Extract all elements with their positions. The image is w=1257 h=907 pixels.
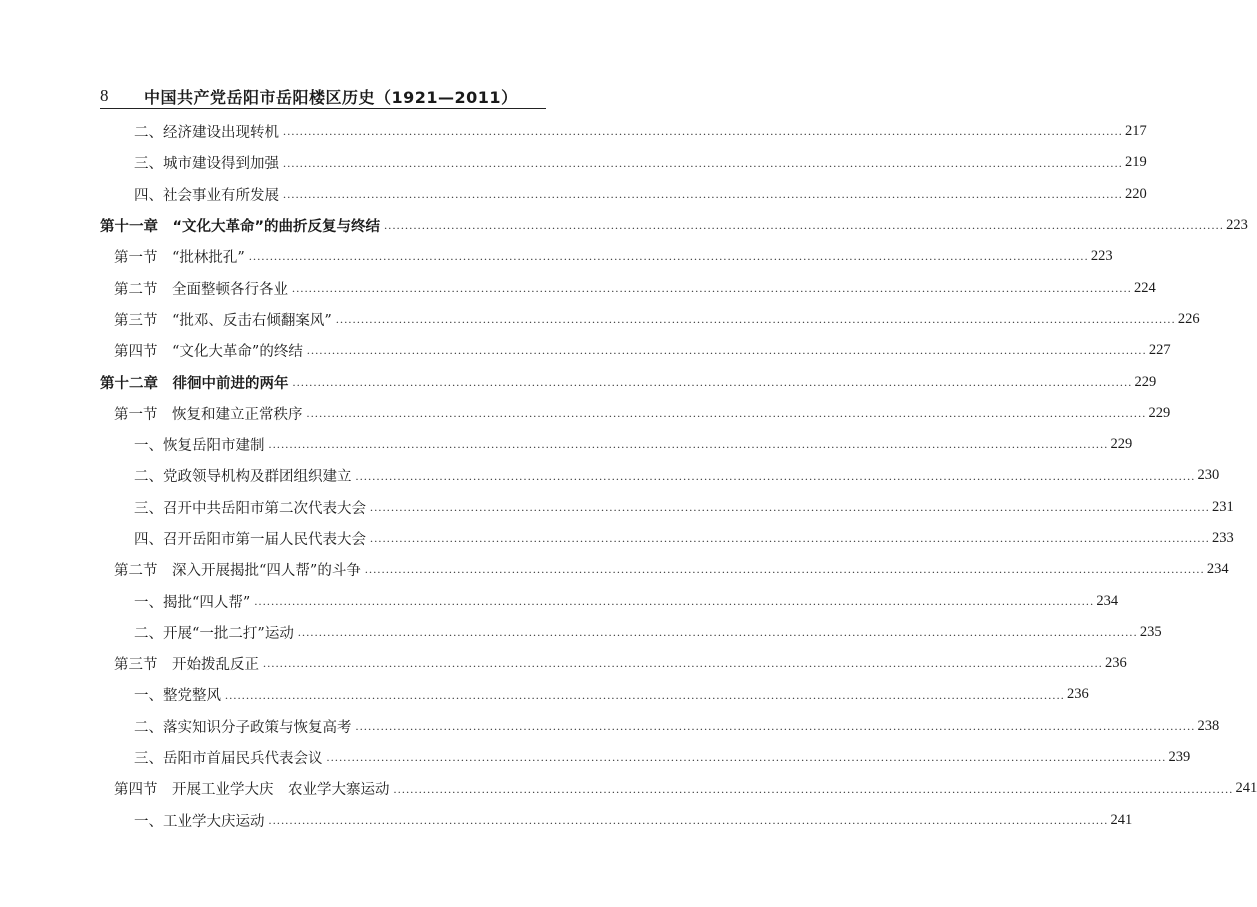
dot-leader: ........................................................................................................................................................................................................ bbox=[248, 249, 1089, 264]
toc-entry-label: 一、恢复岳阳市建制 bbox=[134, 438, 265, 455]
dot-leader: ........................................................................................................................................................................................................ bbox=[263, 656, 1103, 671]
toc-item-entry bbox=[100, 679, 1089, 710]
toc-entry-page-number: 238 bbox=[1197, 717, 1220, 734]
toc-entry-label: 四、社会事业有所发展 bbox=[134, 187, 279, 204]
toc-item-entry bbox=[100, 742, 1191, 773]
dot-leader: ........................................................................................................................................................................................................ bbox=[306, 405, 1147, 420]
toc-entry-page-number: 223 bbox=[1090, 248, 1113, 265]
toc-entry-label: 一、整党整风 bbox=[134, 688, 221, 705]
toc-entry-label: 第一节 恢复和建立正常秩序 bbox=[114, 406, 303, 423]
toc-entry-label: 第十二章 徘徊中前进的两年 bbox=[100, 375, 289, 392]
toc-entry-page-number: 227 bbox=[1148, 342, 1171, 359]
toc-entry-page-number: 229 bbox=[1110, 436, 1133, 453]
dot-leader: ........................................................................................................................................................................................................ bbox=[268, 812, 1109, 827]
dot-leader: ........................................................................................................................................................................................................ bbox=[283, 124, 1123, 139]
dot-leader: ........................................................................................................................................................................................................ bbox=[292, 374, 1133, 389]
toc-section-entry bbox=[100, 241, 1113, 272]
toc-entry-label: 三、召开中共岳阳市第二次代表大会 bbox=[134, 500, 366, 517]
toc-entry-label: 四、召开岳阳市第一届人民代表大会 bbox=[134, 532, 366, 548]
toc-entry-page-number: 241 bbox=[1110, 811, 1133, 828]
toc-entry-page-number: 217 bbox=[1125, 123, 1147, 140]
toc-entry-label: 第一节 “批林批孔” bbox=[114, 250, 245, 267]
toc-entry-page-number: 229 bbox=[1134, 373, 1157, 390]
header-rule bbox=[100, 108, 546, 109]
page-number: 8 bbox=[100, 86, 109, 105]
dot-leader: ........................................................................................................................................................................................................ bbox=[306, 343, 1147, 358]
toc-entry-page-number: 239 bbox=[1168, 749, 1191, 766]
toc-entry-page-number: 236 bbox=[1067, 686, 1089, 703]
toc-item-entry bbox=[100, 147, 1147, 178]
toc-section-entry bbox=[100, 304, 1200, 335]
toc-item-entry bbox=[100, 429, 1133, 460]
toc-entry-label: 第二节 全面整顿各行各业 bbox=[114, 281, 288, 298]
dot-leader: ........................................................................................................................................................................................................ bbox=[393, 781, 1234, 796]
toc-item-entry bbox=[100, 805, 1133, 836]
toc-entry-label: 二、党政领导机构及群团组织建立 bbox=[134, 469, 352, 486]
toc-item-entry bbox=[100, 523, 1234, 554]
toc-section-entry bbox=[100, 272, 1156, 303]
toc-entry-label: 第十一章 “文化大革命”的曲折反复与终结 bbox=[100, 219, 381, 236]
toc-entry-label: 第三节 开始拨乱反正 bbox=[114, 657, 259, 674]
dot-leader: ........................................................................................................................................................................................................ bbox=[283, 155, 1123, 170]
toc-entry-label: 二、落实知识分子政策与恢复高考 bbox=[134, 719, 352, 736]
toc-entry-page-number: 231 bbox=[1212, 498, 1234, 515]
toc-entry-page-number: 241 bbox=[1235, 780, 1257, 797]
toc-entry-page-number: 234 bbox=[1206, 561, 1229, 578]
toc-entry-label: 二、开展“一批二打”运动 bbox=[134, 625, 294, 642]
toc-item-entry bbox=[100, 617, 1162, 648]
running-header bbox=[100, 84, 546, 108]
running-title: 中国共产党岳阳市岳阳楼区历史（1921—2011） bbox=[144, 87, 518, 107]
toc-entry-label: 二、经济建设出现转机 bbox=[134, 125, 279, 142]
toc-entry-label: 第四节 开展工业学大庆 农业学大寨运动 bbox=[114, 782, 390, 799]
toc-entry-page-number: 223 bbox=[1226, 217, 1248, 234]
dot-leader: ........................................................................................................................................................................................................ bbox=[292, 280, 1132, 295]
dot-leader: ........................................................................................................................................................................................................ bbox=[225, 687, 1065, 702]
toc-entry-page-number: 234 bbox=[1096, 592, 1119, 609]
toc-entry-label: 三、城市建设得到加强 bbox=[134, 156, 279, 173]
toc-section-entry bbox=[100, 648, 1127, 679]
toc-chapter-entry bbox=[100, 210, 1248, 241]
dot-leader: ........................................................................................................................................................................................................ bbox=[268, 437, 1109, 452]
toc-entry-page-number: 233 bbox=[1212, 530, 1234, 546]
toc-entry-label: 三、岳阳市首届民兵代表会议 bbox=[134, 751, 323, 768]
toc-item-entry bbox=[100, 460, 1220, 491]
dot-leader: ........................................................................................................................................................................................................ bbox=[355, 468, 1196, 483]
toc-entry-page-number: 230 bbox=[1197, 467, 1220, 484]
toc-entry-label: 第三节 “批邓、反击右倾翻案风” bbox=[114, 312, 332, 329]
dot-leader: ........................................................................................................................................................................................................ bbox=[297, 625, 1138, 640]
toc-entry-page-number: 226 bbox=[1177, 310, 1200, 327]
dot-leader: ........................................................................................................................................................................................................ bbox=[335, 312, 1176, 327]
toc-item-entry bbox=[100, 116, 1147, 147]
toc-entry-label: 一、工业学大庆运动 bbox=[134, 813, 265, 830]
toc-entry-label: 第四节 “文化大革命”的终结 bbox=[114, 344, 303, 361]
toc-section-entry bbox=[100, 398, 1171, 429]
toc-entry-page-number: 229 bbox=[1148, 404, 1171, 421]
dot-leader: ........................................................................................................................................................................................................ bbox=[370, 531, 1210, 546]
toc-item-entry bbox=[100, 179, 1147, 210]
toc-item-entry bbox=[100, 492, 1234, 523]
toc-entry-page-number: 235 bbox=[1139, 623, 1162, 640]
toc-entry-label: 一、揭批“四人帮” bbox=[134, 594, 251, 611]
toc-item-entry bbox=[100, 711, 1220, 742]
dot-leader: ........................................................................................................................................................................................................ bbox=[254, 593, 1095, 608]
toc-entry-page-number: 224 bbox=[1134, 279, 1156, 296]
toc-section-entry bbox=[100, 554, 1229, 585]
dot-leader: ........................................................................................................................................................................................................ bbox=[283, 186, 1123, 201]
dot-leader: ........................................................................................................................................................................................................ bbox=[355, 718, 1196, 733]
dot-leader: ........................................................................................................................................................................................................ bbox=[326, 750, 1167, 765]
toc-entry-page-number: 219 bbox=[1125, 154, 1147, 171]
toc-chapter-entry bbox=[100, 366, 1157, 397]
dot-leader: ........................................................................................................................................................................................................ bbox=[384, 218, 1225, 233]
toc-item-entry bbox=[100, 585, 1119, 616]
table-of-contents bbox=[100, 116, 1257, 836]
toc-section-entry bbox=[100, 335, 1171, 366]
toc-entry-page-number: 236 bbox=[1105, 655, 1127, 672]
toc-section-entry bbox=[100, 773, 1257, 804]
toc-entry-label: 第二节 深入开展揭批“四人帮”的斗争 bbox=[114, 563, 361, 580]
dot-leader: ........................................................................................................................................................................................................ bbox=[364, 562, 1205, 577]
toc-entry-page-number: 220 bbox=[1125, 185, 1147, 202]
dot-leader: ........................................................................................................................................................................................................ bbox=[370, 499, 1210, 514]
